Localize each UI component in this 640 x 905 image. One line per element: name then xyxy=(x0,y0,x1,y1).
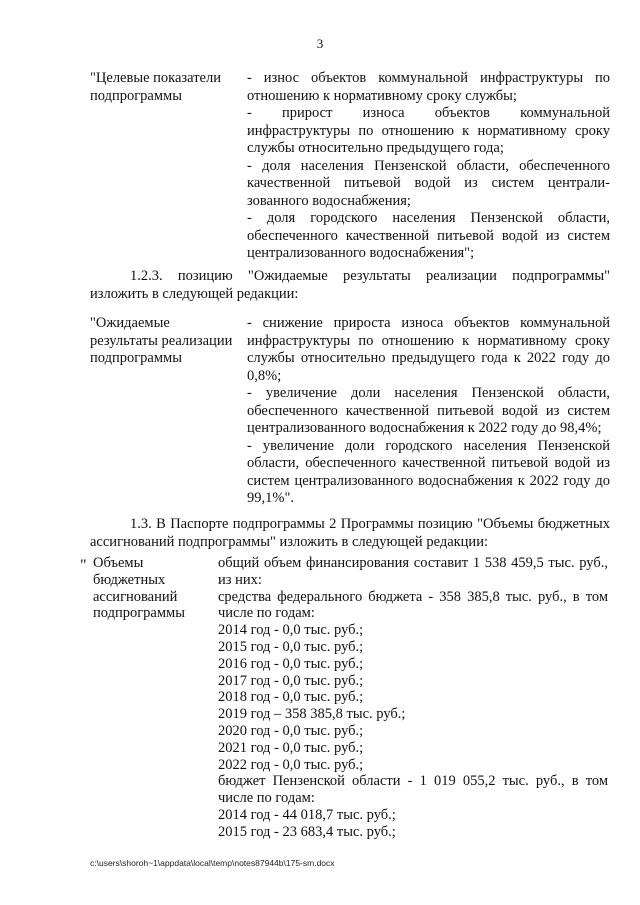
indicator-item: - доля населения Пензенской области, обеспеченного качественной питьевой водой из систем централи-зованного водоснабжения; xyxy=(247,157,610,209)
budget-federal: средства федерального бюджета - 358 385,8 тыс. руб., в том числе по годам: xyxy=(218,588,608,622)
federal-year-line: 2014 год - 0,0 тыс. руб.; xyxy=(218,622,364,639)
paragraph-1-3 xyxy=(90,516,610,551)
target-indicators-content xyxy=(247,70,610,263)
result-item: - увеличение доли населения Пензенской области, обеспеченного качественной питьевой водой из систем централизованного водоснабжения к 2022 году до 98,4%; xyxy=(247,385,610,436)
paragraph-1-2-3-text: 1.2.3. позицию "Ожидаемые результаты реализации подпрограммы" изложить в следующей редакции: xyxy=(90,268,610,302)
expected-results-content xyxy=(247,315,610,508)
federal-year-line: 2017 год - 0,0 тыс. руб.; xyxy=(218,672,364,689)
indicator-item: - износ объектов коммунальной инфраструктуры по отношению к нормативному сроку службы; xyxy=(247,70,610,104)
federal-year-line: 2022 год - 0,0 тыс. руб.; xyxy=(218,756,364,773)
federal-year-line: 2020 год - 0,0 тыс. руб.; xyxy=(218,722,364,739)
result-item: - увеличение доли городского населения Пензенской области, обеспеченного качественной питьевой водой из систем централизованного водоснабжения к 2022 году до 99,1%". xyxy=(247,437,610,506)
file-path-footer: c:\users\shoroh~1\appdata\local\temp\notes87944b\175-sm.docx xyxy=(90,858,335,868)
budget-content xyxy=(218,555,608,841)
federal-year-line: 2016 год - 0,0 тыс. руб.; xyxy=(218,655,364,672)
regional-year-line: 2015 год - 23 683,4 тыс. руб.; xyxy=(218,823,396,840)
paragraph-1-3-text: 1.3. В Паспорте подпрограммы 2 Программы позицию "Объемы бюджетных ассигнований подпрограммы" изложить в следующей редакции: xyxy=(90,516,610,550)
target-indicators-row xyxy=(90,70,610,260)
indicator-item: - прирост износа объектов коммунальной инфраструктуры по отношению к нормативному сроку службы относительно предыдущего года; xyxy=(247,105,610,156)
target-indicators-label: "Целевые показатели подпрограммы xyxy=(90,70,221,104)
opening-quote: " xyxy=(80,557,87,574)
result-item: - снижение прироста износа объектов коммунальной инфраструктуры по отношению к нормативному сроку службы относительно предыдущего года к 2022 году до 0,8%; xyxy=(247,315,610,384)
budget-regional: бюджет Пензенской области - 1 019 055,2 тыс. руб., в том числе по годам: xyxy=(218,773,608,807)
regional-year-line: 2014 год - 44 018,7 тыс. руб.; xyxy=(218,806,396,823)
federal-year-line: 2021 год - 0,0 тыс. руб.; xyxy=(218,739,364,756)
expected-results-label: "Ожидаемые результаты реализации подпрограммы xyxy=(90,315,233,366)
federal-year-line: 2015 год - 0,0 тыс. руб.; xyxy=(218,638,364,655)
indicator-item: - доля городского населения Пензенской области, обеспеченного качественной питьевой водой из систем централизованного водоснабжения"; xyxy=(247,210,610,261)
federal-year-line: 2018 год - 0,0 тыс. руб.; xyxy=(218,689,364,706)
budget-total: общий объем финансирования составит 1 538 459,5 тыс. руб., из них: xyxy=(218,555,608,588)
federal-year-line: 2019 год – 358 385,8 тыс. руб.; xyxy=(218,706,406,723)
paragraph-1-2-3 xyxy=(90,268,610,303)
page-number: 3 xyxy=(316,36,324,51)
expected-results-row xyxy=(90,315,610,505)
budget-label: Объемы бюджетных ассигнований подпрограммы xyxy=(93,555,185,622)
